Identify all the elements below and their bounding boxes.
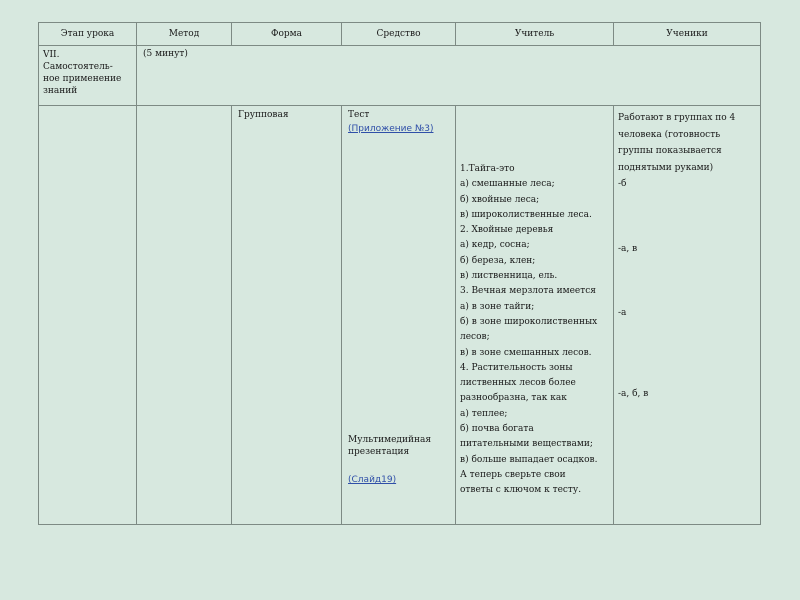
header-stage: Этап урока	[39, 23, 137, 46]
stage-line-4: знаний	[43, 86, 78, 96]
answer-4: -а, б, в	[618, 388, 649, 399]
header-form: Форма	[232, 23, 342, 46]
teacher-line: разнообразна, так как	[460, 393, 567, 404]
students-intro-3: группы показывается	[618, 146, 722, 156]
teacher-cell	[456, 106, 614, 525]
header-teacher: Учитель	[456, 23, 614, 46]
stage-line-2: Самостоятель-	[43, 62, 113, 72]
students-intro-4: поднятыми руками)	[618, 162, 714, 173]
teacher-line: б) береза, клен;	[460, 255, 536, 266]
teacher-line: 3. Вечная мерзлота имеется	[460, 286, 596, 297]
answer-1: -б	[618, 179, 627, 189]
slide-link[interactable]: (Слайд19)	[348, 475, 397, 485]
media-line-2: презентация	[348, 447, 410, 457]
teacher-line: лиственных лесов более	[460, 378, 576, 389]
header-row	[39, 23, 761, 46]
header-means: Средство	[342, 23, 456, 46]
teacher-line: б) в зоне широколиственных лесов;	[460, 316, 598, 343]
header-students: Ученики	[614, 23, 761, 46]
student-answers	[614, 106, 760, 406]
teacher-line: в) в зоне смешанных лесов.	[460, 347, 592, 358]
teacher-line: в) лиственница, ель.	[460, 271, 558, 282]
form-cell: Групповая	[232, 106, 342, 525]
teacher-line: б) хвойные леса;	[460, 194, 540, 205]
teacher-line: в) больше выпадает осадков.	[460, 454, 598, 465]
stage-line-3: ное применение	[43, 74, 122, 84]
teacher-line: а) в зоне тайги;	[460, 301, 535, 312]
teacher-line: 4. Растительность зоны	[460, 362, 573, 373]
media-line-1: Мультимедийная	[348, 435, 432, 445]
appendix-link[interactable]: (Приложение №3)	[348, 124, 434, 134]
teacher-line: б) почва богата	[460, 424, 534, 435]
teacher-line: а) кедр, сосна;	[460, 240, 530, 251]
teacher-line: 2. Хвойные деревья	[460, 225, 554, 236]
students-intro-1: Работают в группах по 4	[618, 113, 736, 123]
teacher-line: а) теплее;	[460, 408, 508, 419]
duration-cell: (5 минут)	[137, 46, 761, 106]
teacher-line: питательными веществами;	[460, 439, 593, 450]
means-test: Тест	[348, 110, 370, 120]
answer-2: -а, в	[618, 243, 638, 254]
stage-row	[39, 46, 761, 106]
students-intro-2: человека (готовность	[618, 129, 721, 140]
answer-3: -а	[618, 308, 627, 318]
media-block	[348, 434, 449, 486]
stage-line-1: VII.	[43, 50, 60, 60]
stage-cell	[39, 46, 137, 106]
teacher-line: а) смешанные леса;	[460, 179, 555, 190]
lesson-table	[38, 22, 761, 525]
task-row	[39, 106, 761, 525]
teacher-line: А теперь сверьте свои	[460, 469, 566, 480]
means-cell	[342, 106, 456, 525]
teacher-questions	[456, 106, 613, 499]
students-cell	[614, 106, 761, 525]
teacher-line: ответы с ключом к тесту.	[460, 485, 582, 496]
empty-method-cell	[137, 106, 232, 525]
teacher-line: 1.Тайга-это	[460, 164, 515, 174]
teacher-line: в) широколиственные леса.	[460, 209, 592, 220]
empty-stage-cell	[39, 106, 137, 525]
header-method: Метод	[137, 23, 232, 46]
